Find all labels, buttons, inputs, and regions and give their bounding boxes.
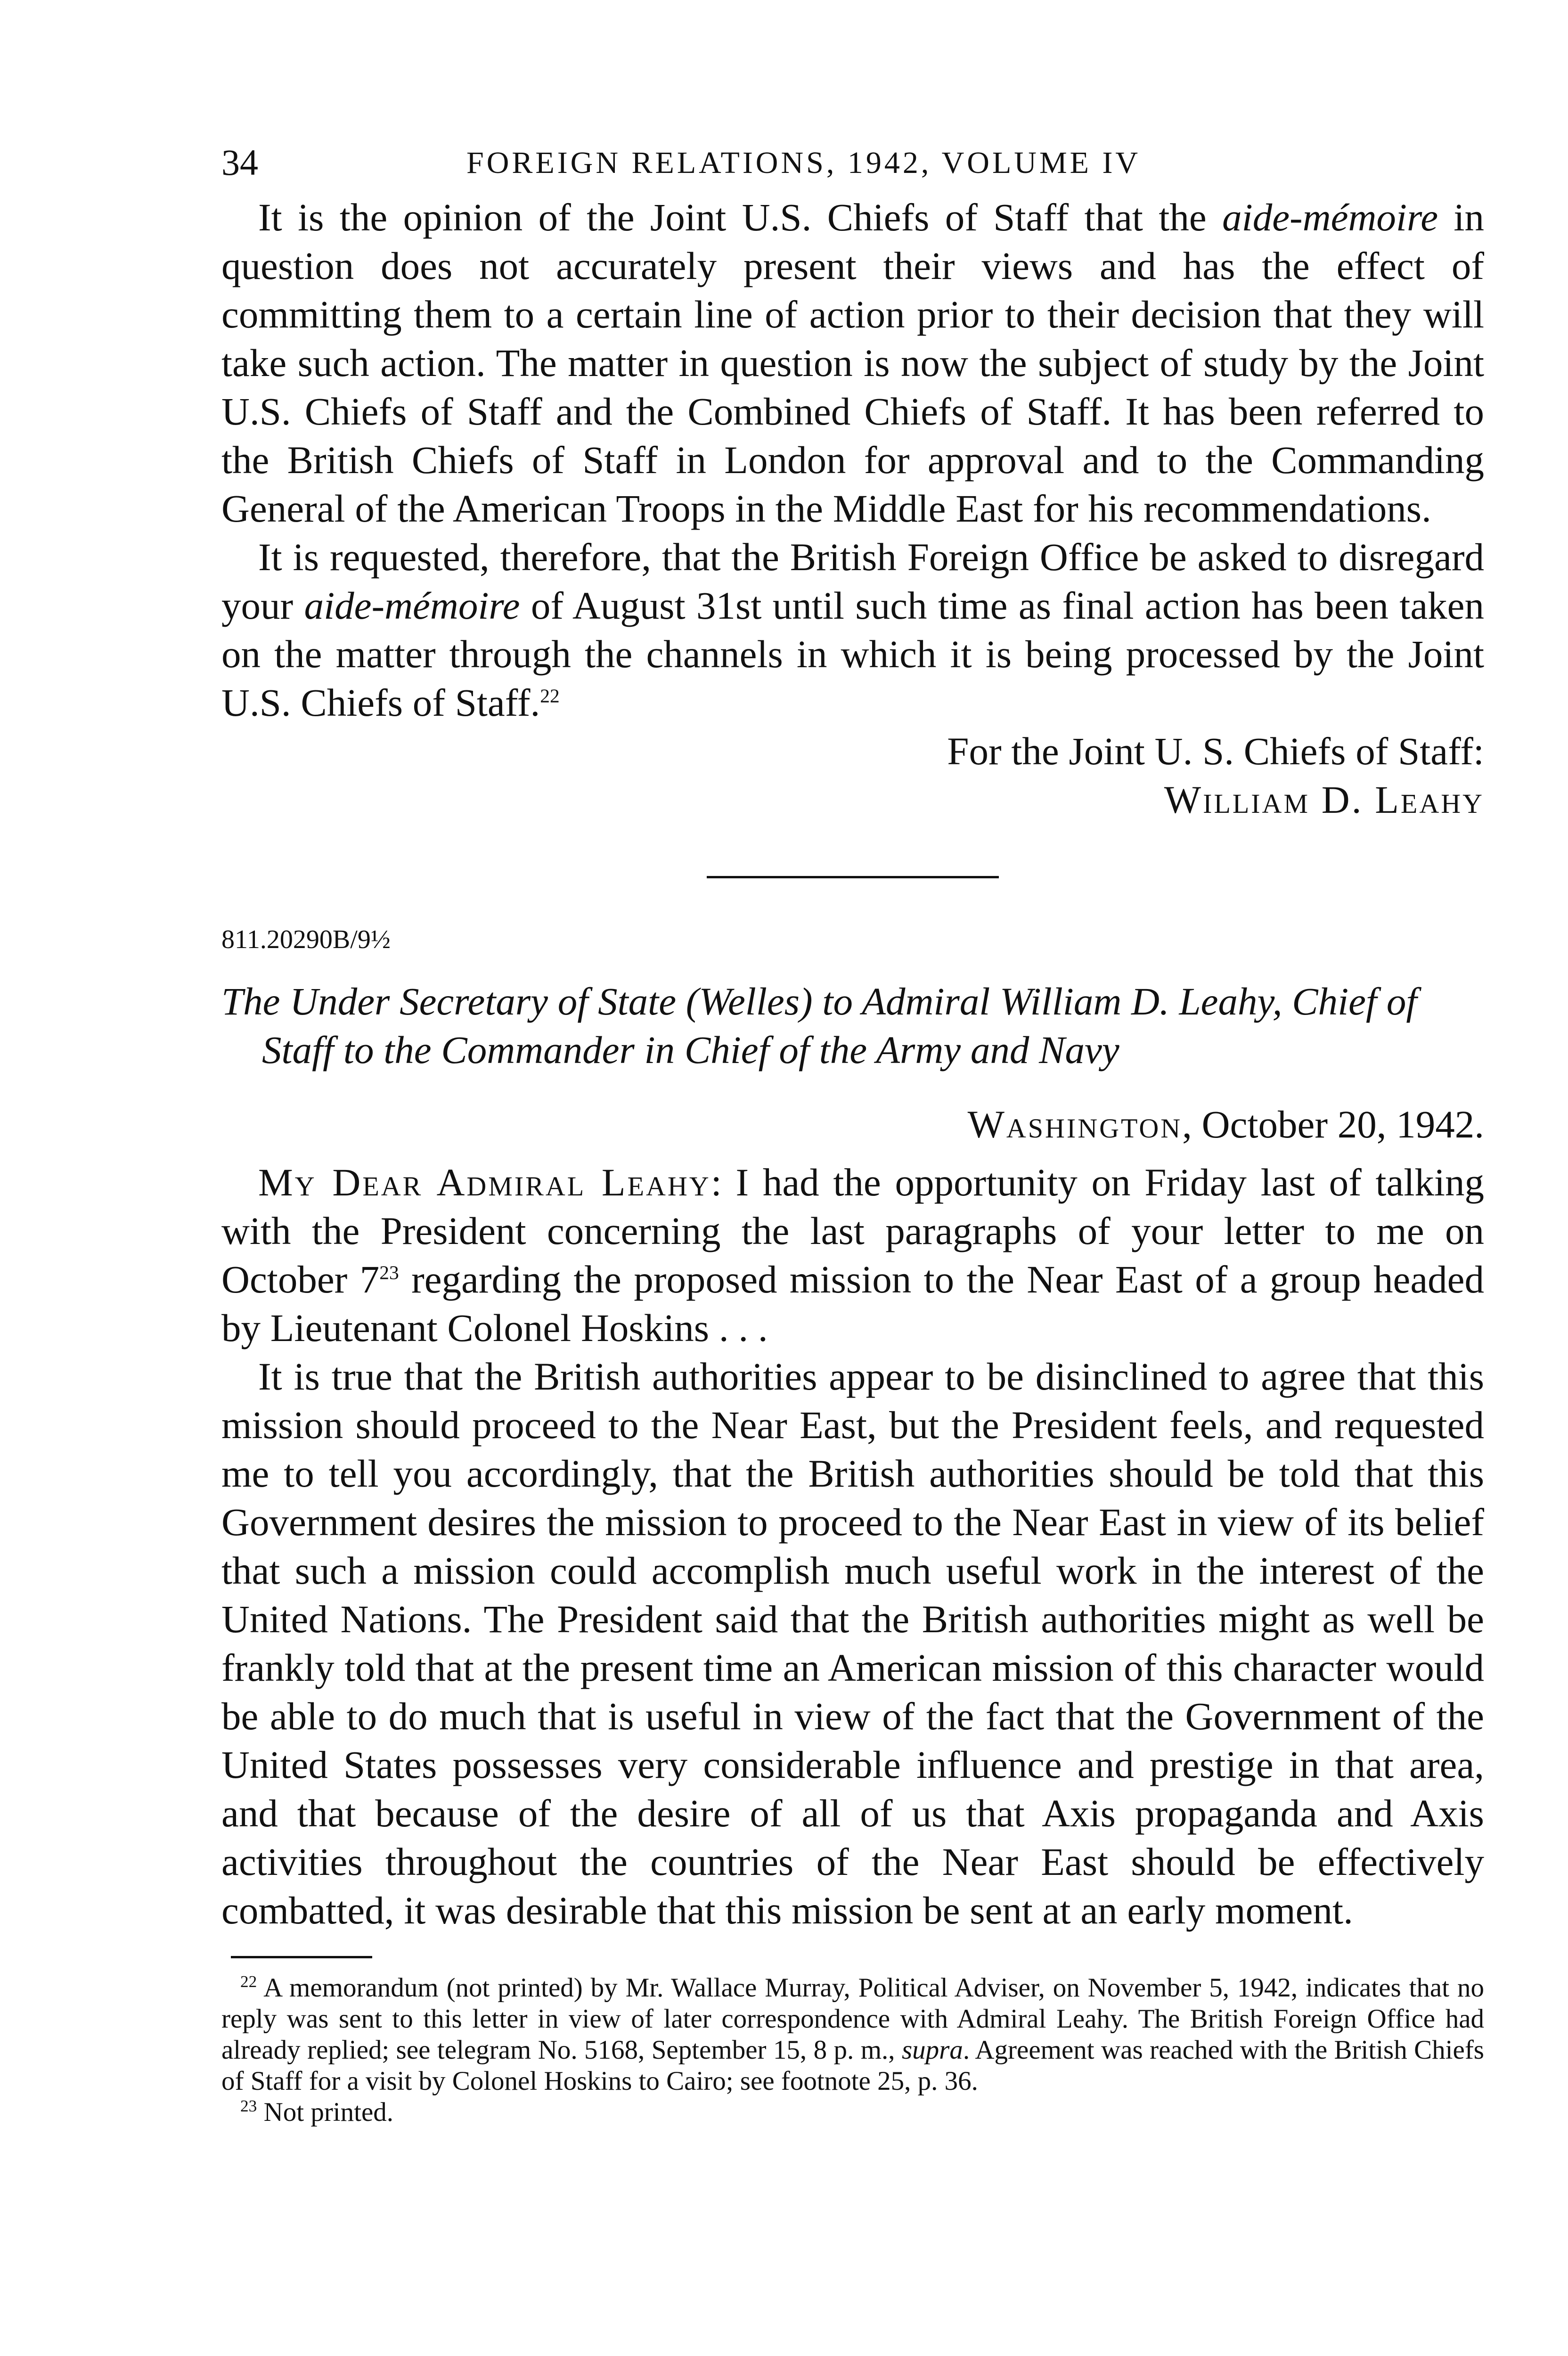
dateline-date: , October 20, 1942.: [1182, 1103, 1484, 1146]
file-number: 811.20290B/9½: [221, 925, 391, 954]
memo-body: [221, 193, 1484, 727]
signer-name: William D. Leahy: [1164, 778, 1484, 821]
letter-paragraph-2: It is true that the British authorities appear to be disinclined to agree that this mission should proceed to the Near East, but the President feels, and requested me to tell you accordingly, that the British authorities should be told that this Government desires the mission to proceed to the Near East in view of its belief that such a mission could accomplish much useful work in the interest of the United Nations. The President said that the British authorities might as well be frankly told that at the present time an American mission of this character would be able to do much that is useful in view of the fact that the Government of the United States possesses very considerable influence and prestige in that area, and that because of the desire of all of us that Axis propaganda and Axis activities throughout the countries of the Near East should be effectively combatted, it was desirable that this mission be sent at an early moment.: [221, 1355, 1484, 1932]
running-head: [221, 141, 1484, 193]
document-heading: The Under Secretary of State (Welles) to Admiral William D. Leahy, Chief of Staff to the Commander in Chief of the Army and Navy: [221, 980, 1417, 1072]
page-number: 34: [221, 142, 258, 183]
section-divider: [707, 876, 999, 878]
memo-paragraph-1: It is the opinion of the Joint U.S. Chiefs of Staff that the aide-mémoire in question does not accurately present their views and has the effect of committing them to a certain line of action prior to their decision that they will take such action. The matter in question is now the subject of study by the Joint U.S. Chiefs of Staff and the Combined Chiefs of Staff. It has been referred to the British Chiefs of Staff in London for approval and to the Commanding General of the American Troops in the Middle East for his recommendations.: [221, 196, 1484, 530]
dateline: [221, 1100, 1484, 1149]
footnote-ref-22: 22: [540, 685, 560, 707]
footnote-22: $^{22}$ A memorandum (not printed) by Mr. Wallace Murray, Political Adviser, on November 5, 1942, indicates that no reply was sent to this letter in view of later correspondence with Admiral Leahy. The British Foreign Office had already replied; see telegram No. 5168, September 15, 8 p. m., supra. Agreement was reached with the British Chiefs of Staff for a visit by Colonel Hoskins to Cairo; see footnote 25, p. 36.: [221, 1972, 1484, 2096]
aide-memoire-term: aide-mémoire: [304, 584, 520, 627]
salutation: My Dear Admiral Leahy: [258, 1161, 711, 1204]
footnote-23: $^{23}$ Not printed.: [240, 2097, 394, 2127]
memo-paragraph-2: It is requested, therefore, that the British Foreign Office be asked to disregard your aide-mémoire of August 31st until such time as final action has been taken on the matter through the channels in which it is being processed by the Joint U.S. Chiefs of Staff.$^{22}$: [221, 535, 1485, 724]
signoff-line: For the Joint U. S. Chiefs of Staff:: [947, 729, 1484, 773]
letter-body: [221, 1158, 1484, 1935]
running-head-title: FOREIGN RELATIONS, 1942, VOLUME IV: [466, 146, 1141, 180]
dateline-place: Washington: [967, 1103, 1183, 1146]
footnote-rule: [231, 1956, 372, 1958]
footnote-ref-23: 23: [379, 1261, 399, 1284]
letter-paragraph-1: My Dear Admiral Leahy: I had the opportunity on Friday last of talking with the President concerning the last paragraphs of your letter to me on October $7^{23}$ regarding the proposed mission to the Near East of a group headed by Lieutenant Colonel Hoskins . . .: [221, 1161, 1484, 1350]
aide-memoire-term: aide-mémoire: [1222, 196, 1438, 239]
footnotes: [221, 1972, 1484, 2128]
document-page: [221, 141, 1484, 2128]
